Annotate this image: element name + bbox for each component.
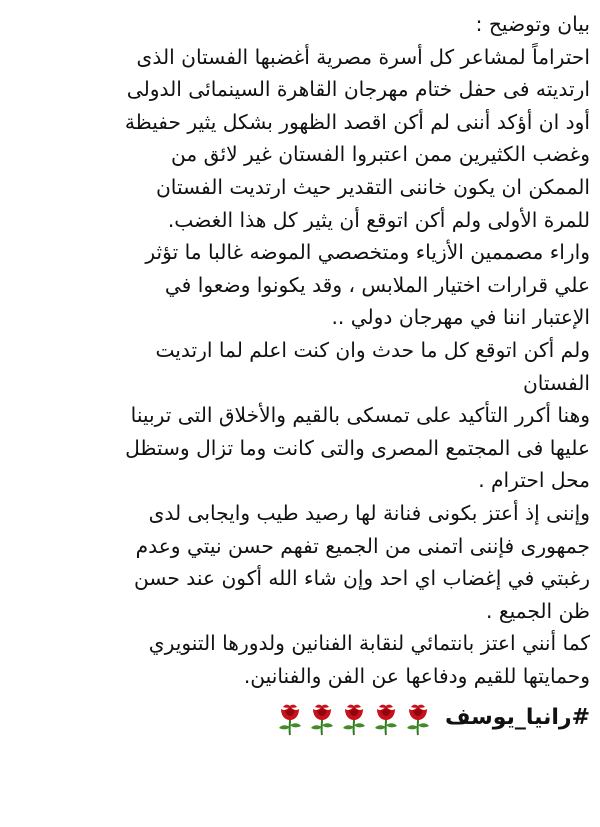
post-line: رغبتي في إغضاب اي احد وإن شاء الله أكون عند حسن bbox=[134, 566, 590, 591]
red-rose-icon bbox=[371, 702, 401, 736]
post-line: الممكن ان يكون خاننى التقدير حيث ارتديت الفستان bbox=[155, 174, 590, 199]
post-line: ارتديته فى حفل ختام مهرجان القاهرة السينمائى الدولى bbox=[126, 77, 590, 102]
red-rose-icon bbox=[275, 702, 305, 736]
red-rose-icon bbox=[403, 702, 433, 736]
post-line: أود ان أؤكد أننى لم أكن اقصد الظهور بشكل يثير حفيظة bbox=[124, 109, 590, 134]
post-line: ولم أكن اتوقع كل ما حدث وان كنت اعلم لما ارتديت bbox=[155, 337, 590, 362]
post-line: وإننى إذ أعتز بكونى فنانة لها رصيد طيب وايجابى لدى bbox=[148, 500, 590, 525]
post-line: جمهورى فإننى اتمنى من الجميع تفهم حسن نيتي وعدم bbox=[135, 533, 590, 558]
post-line: علي قرارات اختيار الملابس ، وقد يكونوا وضعوا في bbox=[164, 272, 590, 297]
post-line: واراء مصممين الأزياء ومتخصصي الموضه غالبا ما تؤثر bbox=[145, 240, 590, 265]
roses-group bbox=[273, 700, 433, 737]
post-line: وحمايتها للقيم ودفاعها عن الفن والفنانين. bbox=[243, 663, 590, 688]
post-line: كما أنني اعتز بانتمائي لنقابة الفنانين ولدورها التنويري bbox=[148, 631, 590, 656]
post-line: وغضب الكثيرين ممن اعتبروا الفستان غير لائق من bbox=[171, 142, 590, 167]
post-line: الإعتبار اننا في مهرجان دولي .. bbox=[331, 305, 590, 330]
post-line: وهنا أكرر التأكيد على تمسكى بالقيم والأخلاق التى تربينا bbox=[130, 403, 590, 428]
signature-row bbox=[8, 698, 590, 734]
red-rose-icon bbox=[307, 702, 337, 736]
post-line: ظن الجميع . bbox=[486, 598, 590, 623]
post-line: محل احترام . bbox=[478, 468, 590, 493]
post-line: الفستان bbox=[522, 370, 590, 395]
post-line: احتراماً لمشاعر كل أسرة مصرية أغضبها الفستان الذى bbox=[136, 44, 590, 69]
signature-hashtag[interactable]: #رانيا_يوسف bbox=[444, 704, 590, 730]
post-line: للمرة الأولى ولم أكن اتوقع أن يثير كل هذا الغضب. bbox=[167, 207, 590, 232]
post-line: عليها فى المجتمع المصرى والتى كانت وما تزال وستظل bbox=[125, 435, 590, 460]
post-body bbox=[8, 8, 590, 734]
post-heading: بيان وتوضيح : bbox=[475, 12, 590, 36]
red-rose-icon bbox=[339, 702, 369, 736]
